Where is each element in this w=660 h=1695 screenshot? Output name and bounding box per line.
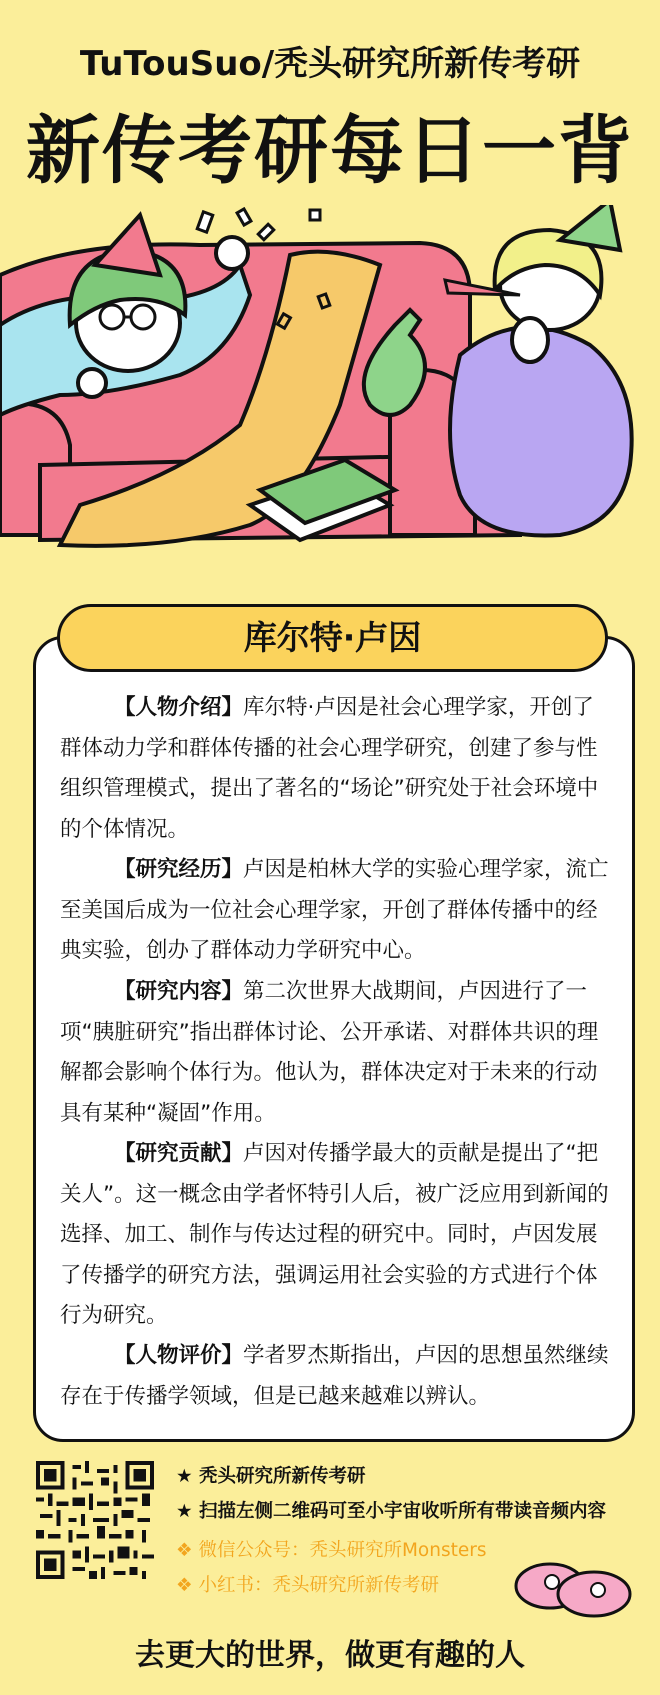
section-label: 【研究经历】 <box>114 857 244 882</box>
section-content <box>60 972 610 1134</box>
section-contribution <box>60 1134 610 1337</box>
section-text: 学者罗杰斯指出，卢因的思想虽然继续存在于传播学领域，但是已越来越难以辨认。 <box>60 1343 609 1409</box>
section-label: 【人物介绍】 <box>114 695 244 720</box>
section-label: 【人物评价】 <box>114 1343 244 1368</box>
section-evaluation <box>60 1336 610 1417</box>
section-label: 【研究内容】 <box>114 979 244 1004</box>
page-title: 新传考研每日一背 <box>26 108 634 194</box>
section-label: 【研究贡献】 <box>114 1141 244 1166</box>
section-text: 库尔特·卢因是社会心理学家，开创了群体动力学和群体传播的社会心理学研究，创建了参与性组织管理模式，提出了著名的“场论”研究处于社会环境中的个体情况。 <box>60 695 599 842</box>
slippers-icon <box>512 1548 636 1622</box>
section-introduction <box>60 688 610 850</box>
footer-wechat-line: ❖ 微信公众号：秃头研究所Monsters <box>176 1540 487 1561</box>
person-name-pill: 库尔特·卢因 <box>57 604 608 672</box>
brand-title: TuTouSuo/秃头研究所新传考研 <box>79 44 581 84</box>
section-text: 卢因是柏林大学的实验心理学家，流亡至美国后成为一位社会心理学家，开创了群体传播中的经典实验，创办了群体动力学研究中心。 <box>60 857 609 963</box>
section-experience <box>60 850 610 972</box>
section-text: 卢因对传播学最大的贡献是提出了“把关人”。这一概念由学者怀特引人后，被广泛应用到新闻的选择、加工、制作与传达过程的研究中。同时，卢因发展了传播学的研究方法，强调运用社会实验的方式进行个体行为研究。 <box>60 1141 609 1328</box>
footer-slogan: 去更大的世界，做更有趣的人 <box>135 1638 525 1673</box>
party-illustration <box>0 205 660 590</box>
footer-scan-line: ★ 扫描左侧二维码可至小宇宙收听所有带读音频内容 <box>176 1501 607 1522</box>
footer-brand-line: ★ 秃头研究所新传考研 <box>176 1466 366 1487</box>
qr-code-icon[interactable] <box>36 1461 154 1579</box>
section-text: 第二次世界大战期间，卢因进行了一项“胰脏研究”指出群体讨论、公开承诺、对群体共识的理解都会影响个体行为。他认为，群体决定对于未来的行动具有某种“凝固”作用。 <box>60 979 599 1126</box>
footer-xiaohongshu-line: ❖ 小红书：秃头研究所新传考研 <box>176 1575 439 1596</box>
